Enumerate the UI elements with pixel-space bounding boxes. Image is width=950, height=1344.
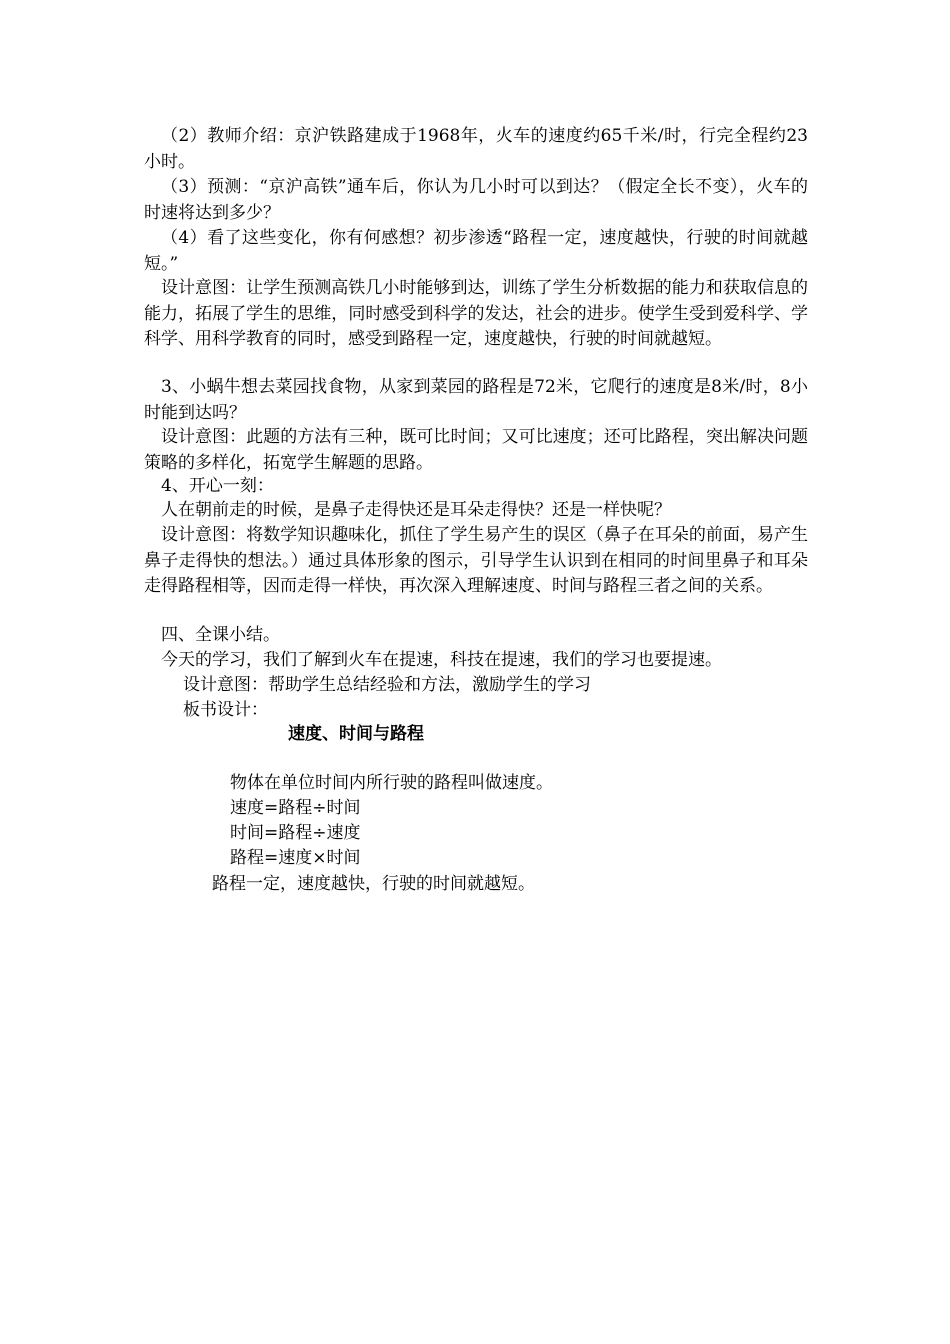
board-line-speed-formula: 速度=路程÷时间 — [230, 798, 361, 818]
board-title: 速度、时间与路程 — [288, 724, 424, 744]
paragraph-reflection: （4）看了这些变化，你有何感想？初步渗透“路程一定，速度越快，行驶的时间就越短。” — [144, 228, 808, 274]
paragraph-design-intent-3: 设计意图：将数学知识趣味化，抓住了学生易产生的误区（鼻子在耳朵的前面，易产生鼻子走得快的想法。）通过具体形象的图示，引导学生认识到在相同的时间里鼻子和耳朵走得路程相等，因而走得一样快，再次深入理解速度、时间与路程三者之间的关系。 — [144, 525, 808, 596]
paragraph-teacher-intro: （2）教师介绍：京沪铁路建成于1968年，火车的速度约65千米/时，行完全程约23小时。 — [144, 126, 808, 172]
paragraph-nose-ear-question: 人在朝前走的时候，是鼻子走得快还是耳朵走得快？还是一样快呢？ — [161, 500, 671, 520]
board-line-definition: 物体在单位时间内所行驶的路程叫做速度。 — [230, 773, 553, 793]
board-line-time-formula: 时间=路程÷速度 — [230, 823, 361, 843]
paragraph-prediction: （3）预测：“京沪高铁”通车后，你认为几小时可以到达？（假定全长不变），火车的时速将达到多少？ — [144, 177, 808, 223]
paragraph-design-intent-2: 设计意图：此题的方法有三种，既可比时间；又可比速度；还可比路程，突出解决问题策略的多样化，拓宽学生解题的思路。 — [144, 427, 808, 473]
paragraph-summary: 今天的学习，我们了解到火车在提速，科技在提速，我们的学习也要提速。 — [161, 650, 722, 670]
paragraph-fun-moment: 4、开心一刻： — [161, 476, 274, 496]
board-design-label: 板书设计： — [183, 700, 268, 720]
paragraph-design-intent-1: 设计意图：让学生预测高铁几小时能够到达，训练了学生分析数据的能力和获取信息的能力，拓展了学生的思维，同时感受到科学的发达，社会的进步。使学生受到爱科学、学科学、用科学教育的同时，感受到路程一定，速度越快，行驶的时间就越短。 — [144, 278, 808, 349]
paragraph-snail-problem: 3、小蜗牛想去菜园找食物，从家到菜园的路程是72米，它爬行的速度是8米/时，8小时能到达吗？ — [144, 377, 808, 423]
design-intent-summary: 设计意图：帮助学生总结经验和方法，激励学生的学习 — [183, 675, 591, 695]
paragraph-summary-heading: 四、全课小结。 — [161, 625, 280, 645]
board-line-distance-formula: 路程=速度×时间 — [230, 848, 361, 868]
board-conclusion: 路程一定，速度越快，行驶的时间就越短。 — [212, 874, 535, 894]
